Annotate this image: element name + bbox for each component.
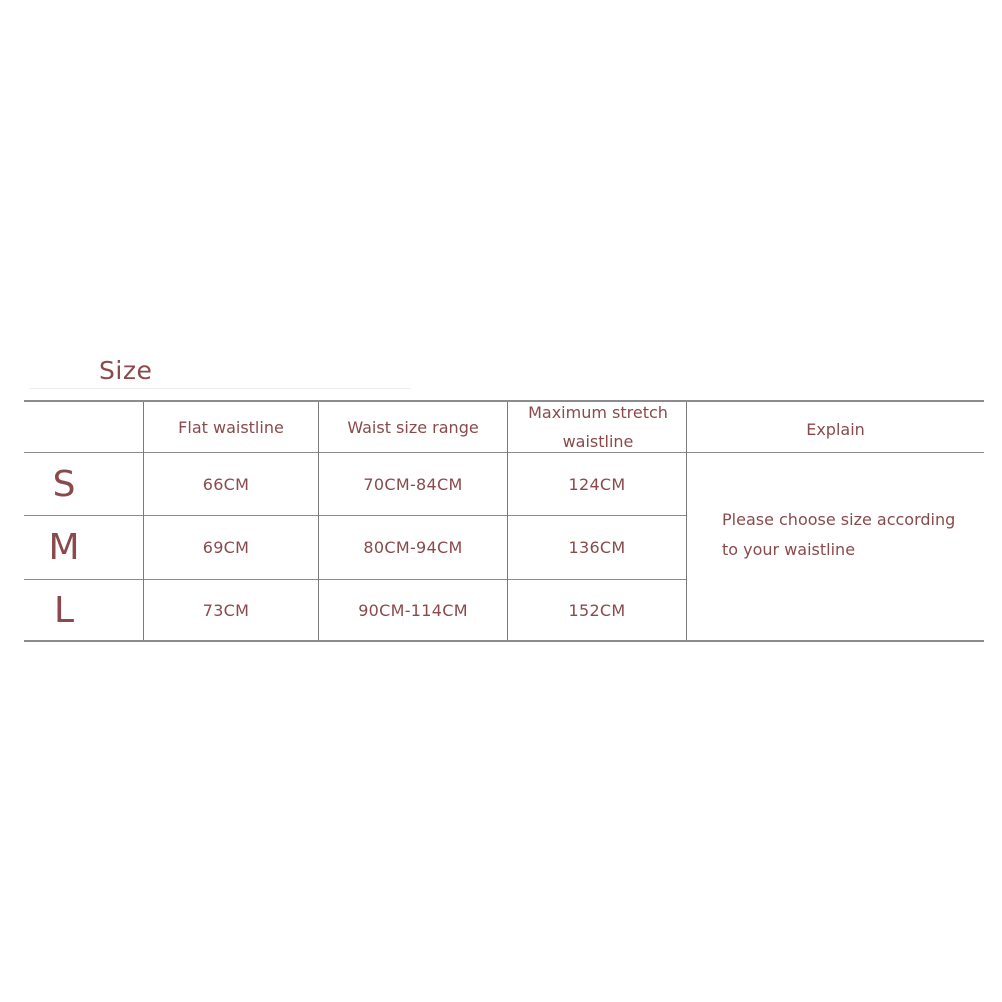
row-l-max-stretch: 152CM (568, 600, 626, 620)
header-waist-size-range: Waist size range (347, 417, 479, 437)
row-l-flat-waistline: 73CM (202, 600, 250, 620)
header-flat-waistline: Flat waistline (178, 417, 284, 437)
row-s-max-stretch: 124CM (568, 474, 626, 494)
row-m-waist-range: 80CM-94CM (363, 538, 463, 557)
row-m-flat-waistline: 69CM (202, 538, 250, 557)
table-bottom-border (24, 640, 984, 642)
header-explain: Explain (806, 419, 865, 439)
size-s-label: S (52, 463, 76, 505)
explain-text: Please choose size according to your waistline (722, 510, 956, 559)
size-title: Size (99, 356, 153, 385)
header-maximum-stretch-waistline: Maximum stretch waistline (528, 403, 668, 451)
row-s-flat-waistline: 66CM (202, 474, 250, 494)
row-m-max-stretch: 136CM (568, 538, 626, 557)
size-l-label: L (53, 589, 75, 631)
size-m-label: M (48, 527, 80, 568)
row-s-waist-range: 70CM-84CM (363, 474, 463, 494)
row-l-waist-range: 90CM-114CM (358, 600, 468, 620)
